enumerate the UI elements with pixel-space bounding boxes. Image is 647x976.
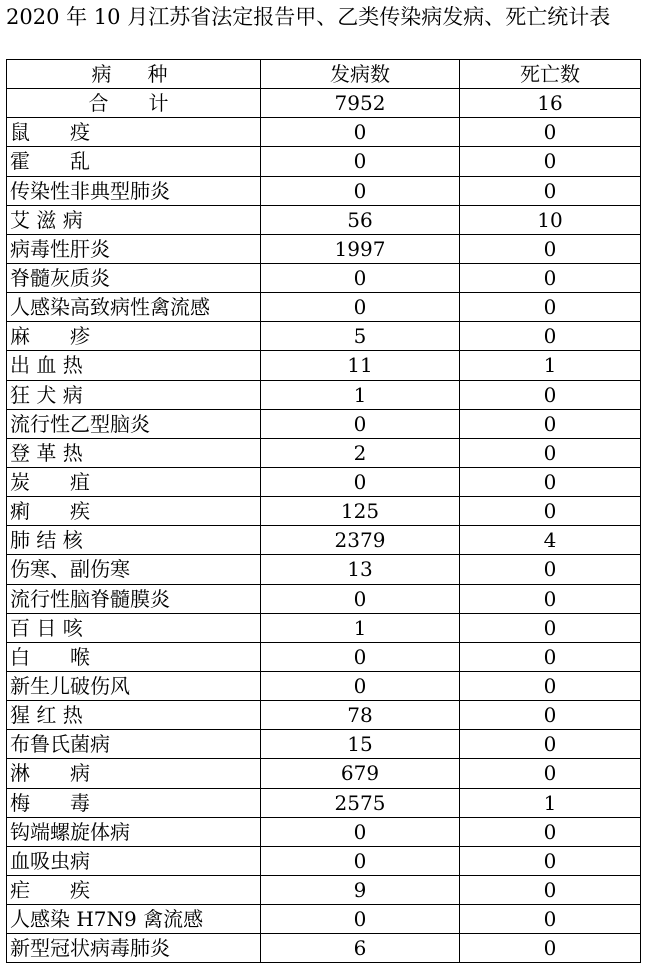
table-row [7, 671, 641, 700]
cases-cell: 1997 [261, 234, 460, 263]
disease-name-cell: 血吸虫病 [7, 846, 261, 875]
table-row [7, 934, 641, 963]
deaths-cell: 0 [460, 846, 641, 875]
cases-cell: 679 [261, 759, 460, 788]
disease-name-cell: 脊髓灰质炎 [7, 263, 261, 292]
disease-name-cell: 麻 疹 [7, 322, 261, 351]
table-row [7, 293, 641, 322]
table-row [7, 263, 641, 292]
total-deaths: 16 [460, 89, 641, 118]
disease-name-cell: 梅 毒 [7, 788, 261, 817]
table-row [7, 118, 641, 147]
cases-cell: 1 [261, 613, 460, 642]
disease-name-cell: 白 喉 [7, 642, 261, 671]
deaths-cell: 1 [460, 788, 641, 817]
disease-name-cell: 布鲁氏菌病 [7, 730, 261, 759]
disease-name-cell: 艾 滋 病 [7, 205, 261, 234]
cases-cell: 0 [261, 905, 460, 934]
cases-cell: 0 [261, 584, 460, 613]
cases-cell: 6 [261, 934, 460, 963]
table-row [7, 875, 641, 904]
table-row [7, 409, 641, 438]
deaths-cell: 0 [460, 817, 641, 846]
cases-cell: 0 [261, 846, 460, 875]
deaths-cell: 0 [460, 613, 641, 642]
deaths-cell: 0 [460, 875, 641, 904]
total-row [7, 89, 641, 118]
deaths-cell: 0 [460, 263, 641, 292]
table-row [7, 759, 641, 788]
table-row [7, 846, 641, 875]
cases-cell: 0 [261, 642, 460, 671]
deaths-cell: 0 [460, 730, 641, 759]
table-row [7, 234, 641, 263]
disease-name-cell: 炭 疽 [7, 467, 261, 496]
table-row [7, 526, 641, 555]
disease-name-cell: 百 日 咳 [7, 613, 261, 642]
cases-cell: 15 [261, 730, 460, 759]
disease-name-cell: 流行性脑脊髓膜炎 [7, 584, 261, 613]
deaths-cell: 0 [460, 234, 641, 263]
deaths-cell: 0 [460, 118, 641, 147]
cases-cell: 5 [261, 322, 460, 351]
deaths-cell: 0 [460, 905, 641, 934]
disease-name-cell: 霍 乱 [7, 147, 261, 176]
table-row [7, 730, 641, 759]
table-row [7, 176, 641, 205]
table-row [7, 205, 641, 234]
deaths-cell: 0 [460, 671, 641, 700]
total-cases: 7952 [261, 89, 460, 118]
disease-name-cell: 传染性非典型肺炎 [7, 176, 261, 205]
total-label: 合 计 [7, 89, 261, 118]
table-row [7, 380, 641, 409]
disease-name-cell: 病毒性肝炎 [7, 234, 261, 263]
disease-name-cell: 人感染 H7N9 禽流感 [7, 905, 261, 934]
disease-name-cell: 淋 病 [7, 759, 261, 788]
table-row [7, 467, 641, 496]
disease-name-cell: 登 革 热 [7, 438, 261, 467]
disease-name-cell: 疟 疾 [7, 875, 261, 904]
deaths-cell: 0 [460, 701, 641, 730]
disease-name-cell: 出 血 热 [7, 351, 261, 380]
column-header-disease: 病 种 [7, 60, 261, 89]
deaths-cell: 1 [460, 351, 641, 380]
deaths-cell: 0 [460, 176, 641, 205]
table-row [7, 788, 641, 817]
deaths-cell: 10 [460, 205, 641, 234]
disease-name-cell: 钩端螺旋体病 [7, 817, 261, 846]
cases-cell: 0 [261, 263, 460, 292]
cases-cell: 13 [261, 555, 460, 584]
disease-name-cell: 流行性乙型脑炎 [7, 409, 261, 438]
disease-name-cell: 伤寒、副伤寒 [7, 555, 261, 584]
cases-cell: 0 [261, 293, 460, 322]
disease-name-cell: 人感染高致病性禽流感 [7, 293, 261, 322]
disease-name-cell: 痢 疾 [7, 497, 261, 526]
table-row [7, 817, 641, 846]
cases-cell: 56 [261, 205, 460, 234]
cases-cell: 78 [261, 701, 460, 730]
disease-name-cell: 新生儿破伤风 [7, 671, 261, 700]
deaths-cell: 0 [460, 934, 641, 963]
table-row [7, 555, 641, 584]
deaths-cell: 0 [460, 322, 641, 351]
table-row [7, 613, 641, 642]
cases-cell: 0 [261, 176, 460, 205]
cases-cell: 125 [261, 497, 460, 526]
disease-name-cell: 肺 结 核 [7, 526, 261, 555]
deaths-cell: 0 [460, 642, 641, 671]
table-row [7, 497, 641, 526]
deaths-cell: 4 [460, 526, 641, 555]
page-title: 2020 年 10 月江苏省法定报告甲、乙类传染病发病、死亡统计表 [6, 5, 611, 29]
disease-name-cell: 鼠 疫 [7, 118, 261, 147]
table-row [7, 905, 641, 934]
cases-cell: 0 [261, 467, 460, 496]
deaths-cell: 0 [460, 584, 641, 613]
column-header-deaths: 死亡数 [460, 60, 641, 89]
cases-cell: 11 [261, 351, 460, 380]
cases-cell: 9 [261, 875, 460, 904]
cases-cell: 1 [261, 380, 460, 409]
cases-cell: 0 [261, 817, 460, 846]
deaths-cell: 0 [460, 147, 641, 176]
disease-name-cell: 新型冠状病毒肺炎 [7, 934, 261, 963]
table-row [7, 438, 641, 467]
cases-cell: 0 [261, 147, 460, 176]
deaths-cell: 0 [460, 759, 641, 788]
cases-cell: 0 [261, 118, 460, 147]
deaths-cell: 0 [460, 409, 641, 438]
table-row [7, 351, 641, 380]
deaths-cell: 0 [460, 467, 641, 496]
statistics-table [6, 59, 641, 963]
cases-cell: 0 [261, 671, 460, 700]
cases-cell: 2379 [261, 526, 460, 555]
deaths-cell: 0 [460, 555, 641, 584]
disease-name-cell: 狂 犬 病 [7, 380, 261, 409]
table-row [7, 584, 641, 613]
table-row [7, 322, 641, 351]
cases-cell: 2575 [261, 788, 460, 817]
table-row [7, 701, 641, 730]
disease-name-cell: 猩 红 热 [7, 701, 261, 730]
deaths-cell: 0 [460, 293, 641, 322]
deaths-cell: 0 [460, 380, 641, 409]
table-row [7, 642, 641, 671]
deaths-cell: 0 [460, 438, 641, 467]
column-header-cases: 发病数 [261, 60, 460, 89]
table-row [7, 147, 641, 176]
deaths-cell: 0 [460, 497, 641, 526]
cases-cell: 0 [261, 409, 460, 438]
table-header-row [7, 60, 641, 89]
cases-cell: 2 [261, 438, 460, 467]
